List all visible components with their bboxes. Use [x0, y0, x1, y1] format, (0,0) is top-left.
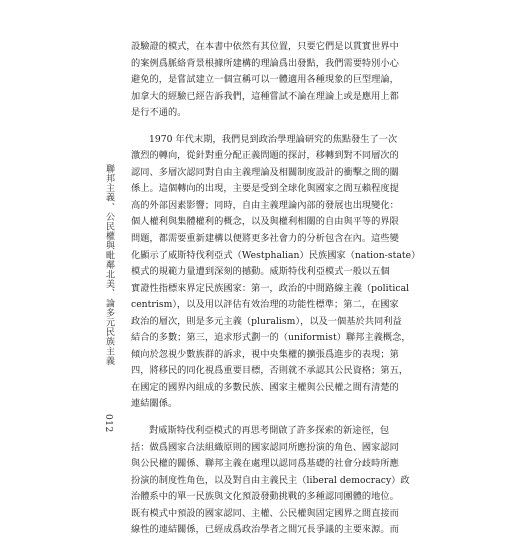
paragraph — [131, 39, 487, 122]
text-line: 個人權利與集體權利的概念，以及與權利相關的自由與平等的界限 — [131, 216, 399, 228]
paragraph — [131, 132, 487, 413]
text-line: 實證性指標來界定民族國家：第一，政治的中間路線主義（political — [131, 282, 410, 294]
paragraph — [131, 423, 487, 539]
text-line: 傾向於忽視少數族群的訴求，視中央集權的擴張爲進步的表現；第 — [131, 348, 399, 360]
text-line: 是行不通的。 — [131, 107, 187, 119]
text-line: 係上。這個轉向的出現，主要是受到全球化與國家之間互賴程度提 — [131, 183, 399, 195]
text-line: 加拿大的經驗已經告訴我們，這種嘗試不論在理論上或是應用上都 — [131, 90, 399, 102]
text-line: 線性的連結關係，已經成爲政治學者之間冗長爭議的主要來源。而 — [131, 524, 399, 536]
text-line: 的案例爲脈絡背景根據所建構的理論爲出發點，我們需要特別小心 — [131, 57, 399, 69]
text-line: 認同、多層次認同對自由主義理論及相關制度設計的衝擊之間的關 — [131, 166, 399, 178]
text-line: 1970 年代末期，我們見到政治學理論研究的焦點發生了一次 — [149, 133, 398, 145]
text-line: 結合的多數；第三，追求形式劃一的（uniformist）聯邦主義概念， — [131, 332, 411, 344]
text-line: 激烈的轉向，從針對重分配正義問題的探討，移轉到對不同層次的 — [131, 150, 399, 162]
running-head: 聯邦主義、公民權與毗鄰北美、論多元民族主義 — [104, 164, 114, 366]
text-line: 與公民權的關係、聯邦主義在處理以認同爲基礎的社會分歧時所應 — [131, 458, 399, 470]
page-number: 012 — [103, 414, 113, 433]
text-line: 治體系中的單一民族與文化預設發動挑戰的多種認同團體的地位。 — [131, 491, 399, 503]
text-line: 括：做爲國家合法組織原則的國家認同所應扮演的角色、國家認同 — [131, 441, 399, 453]
text-line: centrism），以及用以評估有效治理的功能性標準；第二，在國家 — [131, 299, 399, 311]
text-line: 問題，都需要重新建構以便將更多社會力的分析包含在內。這些變 — [131, 233, 399, 245]
text-line: 避免的，是嘗試建立一個宣稱可以一體適用各種現象的巨型理論， — [131, 74, 399, 86]
text-line: 對威斯特伐利亞模式的再思考開啟了許多探索的新途徑，包 — [149, 425, 390, 437]
text-line: 設驗證的模式，在本書中依然有其位置，只要它們是以貫實世界中 — [131, 41, 399, 52]
text-line: 模式的規範力量遭到深刻的撼動。威斯特伐利亞模式一般以五個 — [131, 266, 390, 278]
text-line: 扮演的制度性角色，以及對自由主義民主（liberal democracy）政 — [131, 474, 410, 486]
text-line: 四，將移民的同化視爲重要目標，否則就不承認其公民資格；第五， — [131, 365, 409, 377]
paragraph-gap — [131, 122, 487, 132]
text-line: 既有模式中預設的國家認同、主權、公民權與固定國界之間直接而 — [131, 507, 399, 519]
paragraph-gap — [131, 413, 487, 423]
body-text — [131, 39, 487, 539]
text-line: 高的外部因素影響；同時，自由主義理論內部的發展也出現變化： — [131, 199, 399, 211]
text-line: 在國定的國界內組成的多數民族、國家主權與公民權之間有清楚的 — [131, 381, 399, 393]
text-line: 政治的層次，則是多元主義（pluralism），以及一個基於共同利益 — [131, 315, 402, 327]
text-line: 化顯示了威斯特伐利亞式（Westphalian）民族國家（nation-state） — [131, 249, 421, 261]
text-line: 連結關係。 — [131, 398, 178, 410]
